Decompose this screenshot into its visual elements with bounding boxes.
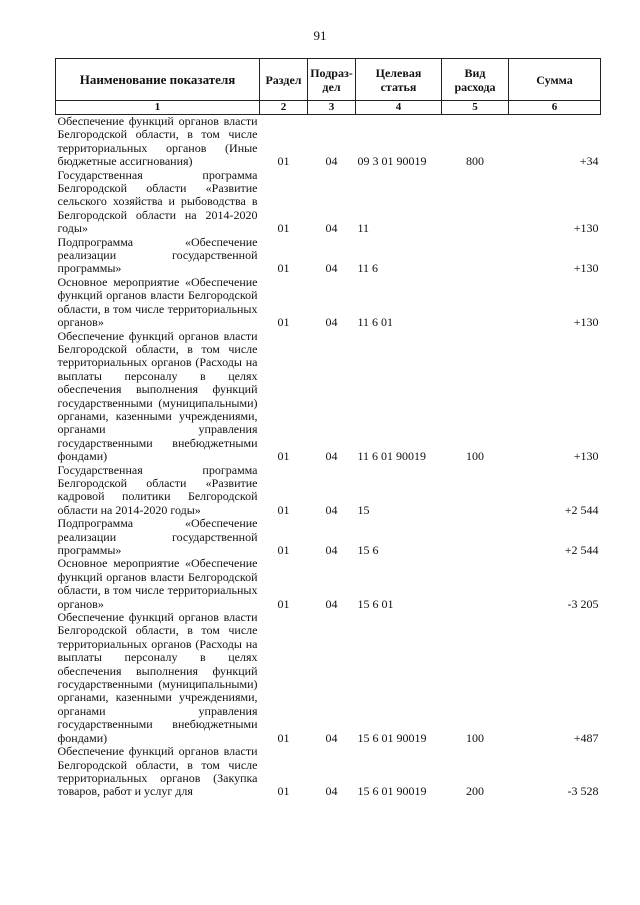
- column-number: 3: [308, 101, 356, 115]
- row-name: Государственная программа Белгородской области «Развитие кадровой политики Белгородской области на 2014-2020 годы»: [57, 462, 258, 517]
- row-expense-type: [442, 236, 509, 276]
- row-name: Обеспечение функций органов власти Белгородской области, в том числе территориальных органов (Расходы на выплаты персоналу в целях обеспечения выполнения функций государственными (муниципальными) органами, казенными учреждениями, органами управления государственными внебюджетными фондами): [57, 328, 258, 464]
- table-row: [56, 745, 601, 799]
- table-row: [56, 115, 601, 169]
- row-target: 15 6: [357, 543, 379, 557]
- row-name: Обеспечение функций органов власти Белгородской области, в том числе территориальных органов (Расходы на выплаты персоналу в целях обеспечения выполнения функций государственными (муниципальными) органами, казенными учреждениями, органами управления государственными внебюджетными фондами): [57, 610, 258, 745]
- column-numbers-row: [56, 101, 601, 115]
- row-sum: +487: [573, 730, 599, 745]
- row-subsection: 04: [325, 221, 338, 236]
- header-sum: Сумма: [509, 59, 601, 101]
- row-sum: +130: [573, 261, 599, 276]
- row-section: 01: [277, 730, 290, 745]
- column-number: 6: [509, 101, 601, 115]
- row-sum: +130: [573, 221, 599, 236]
- table-row: [56, 169, 601, 236]
- row-subsection: 04: [325, 596, 338, 611]
- row-subsection: 04: [325, 315, 338, 330]
- column-number: 1: [56, 101, 260, 115]
- row-expense-type: [442, 169, 509, 236]
- table-row: [56, 517, 601, 557]
- row-name: Обеспечение функций органов власти Белгородской области, в том числе территориальных органов (Иные бюджетные ассигнования): [57, 114, 258, 169]
- row-subsection: 04: [325, 502, 338, 517]
- row-section: 01: [277, 449, 290, 464]
- row-sum: +130: [573, 449, 599, 464]
- row-expense-type: [442, 276, 509, 330]
- row-name: Обеспечение функций органов власти Белгородской области, в том числе территориальных органов (Закупка товаров, работ и услуг для: [57, 744, 258, 799]
- row-target: 11 6: [357, 261, 379, 276]
- row-section: 01: [277, 315, 290, 330]
- row-subsection: 04: [325, 784, 338, 799]
- row-subsection: 04: [325, 261, 338, 276]
- header-subsection: Подраз-дел: [308, 59, 356, 101]
- row-sum: +130: [573, 315, 599, 330]
- row-subsection: 04: [325, 543, 338, 557]
- row-name: Государственная программа Белгородской области «Развитие сельского хозяйства и рыбоводства в Белгородской области на 2014-2020 годы»: [57, 167, 258, 236]
- row-target: 15 6 01 90019: [357, 784, 427, 799]
- row-sum: +2 544: [564, 543, 599, 557]
- row-section: 01: [277, 261, 290, 276]
- header-expense-type: Вид расхода: [442, 59, 509, 101]
- table-row: [56, 557, 601, 611]
- row-expense-type: [442, 464, 509, 518]
- row-target: 11 6 01 90019: [357, 449, 427, 464]
- row-name: Подпрограмма «Обеспечение реализации государственной программы»: [57, 516, 258, 557]
- row-target: 15 6 01 90019: [357, 730, 427, 745]
- row-expense-type: [442, 557, 509, 611]
- table-row: [56, 464, 601, 518]
- row-sum: -3 205: [567, 596, 599, 611]
- row-name: Основное мероприятие «Обеспечение функций органов власти Белгородской области, в том числе территориальных органов»: [57, 556, 258, 611]
- row-expense-type: [442, 517, 509, 557]
- column-number: 5: [442, 101, 509, 115]
- row-section: 01: [277, 154, 290, 169]
- table-row: [56, 236, 601, 276]
- row-subsection: 04: [325, 154, 338, 169]
- row-section: 01: [277, 543, 290, 557]
- row-expense-type: 100: [466, 730, 484, 745]
- row-name: Основное мероприятие «Обеспечение функций органов власти Белгородской области, в том числе территориальных органов»: [57, 274, 258, 330]
- table-header: [56, 59, 601, 101]
- header-section: Раздел: [260, 59, 308, 101]
- row-subsection: 04: [325, 449, 338, 464]
- column-number: 2: [260, 101, 308, 115]
- row-sum: +34: [579, 154, 599, 169]
- row-name: Подпрограмма «Обеспечение реализации государственной программы»: [57, 234, 258, 276]
- table-row: [56, 330, 601, 464]
- row-target: 09 3 01 90019: [357, 154, 427, 169]
- row-target: 15: [357, 502, 370, 517]
- table-row: [56, 611, 601, 745]
- row-expense-type: 200: [466, 784, 484, 799]
- table-row: [56, 276, 601, 330]
- row-section: 01: [277, 502, 290, 517]
- row-target: 15 6 01: [357, 596, 394, 611]
- row-target: 11 6 01: [357, 315, 394, 330]
- row-sum: -3 528: [567, 784, 599, 799]
- budget-table: [55, 58, 601, 799]
- row-section: 01: [277, 596, 290, 611]
- row-expense-type: 100: [466, 449, 484, 464]
- row-expense-type: 800: [466, 154, 484, 169]
- row-subsection: 04: [325, 730, 338, 745]
- header-name: Наименование показателя: [56, 59, 260, 101]
- row-section: 01: [277, 221, 290, 236]
- page-number: 91: [313, 28, 327, 43]
- row-sum: +2 544: [564, 502, 599, 517]
- row-target: 11: [357, 221, 370, 236]
- header-target: Целевая статья: [356, 59, 442, 101]
- row-section: 01: [277, 784, 290, 799]
- column-number: 4: [356, 101, 442, 115]
